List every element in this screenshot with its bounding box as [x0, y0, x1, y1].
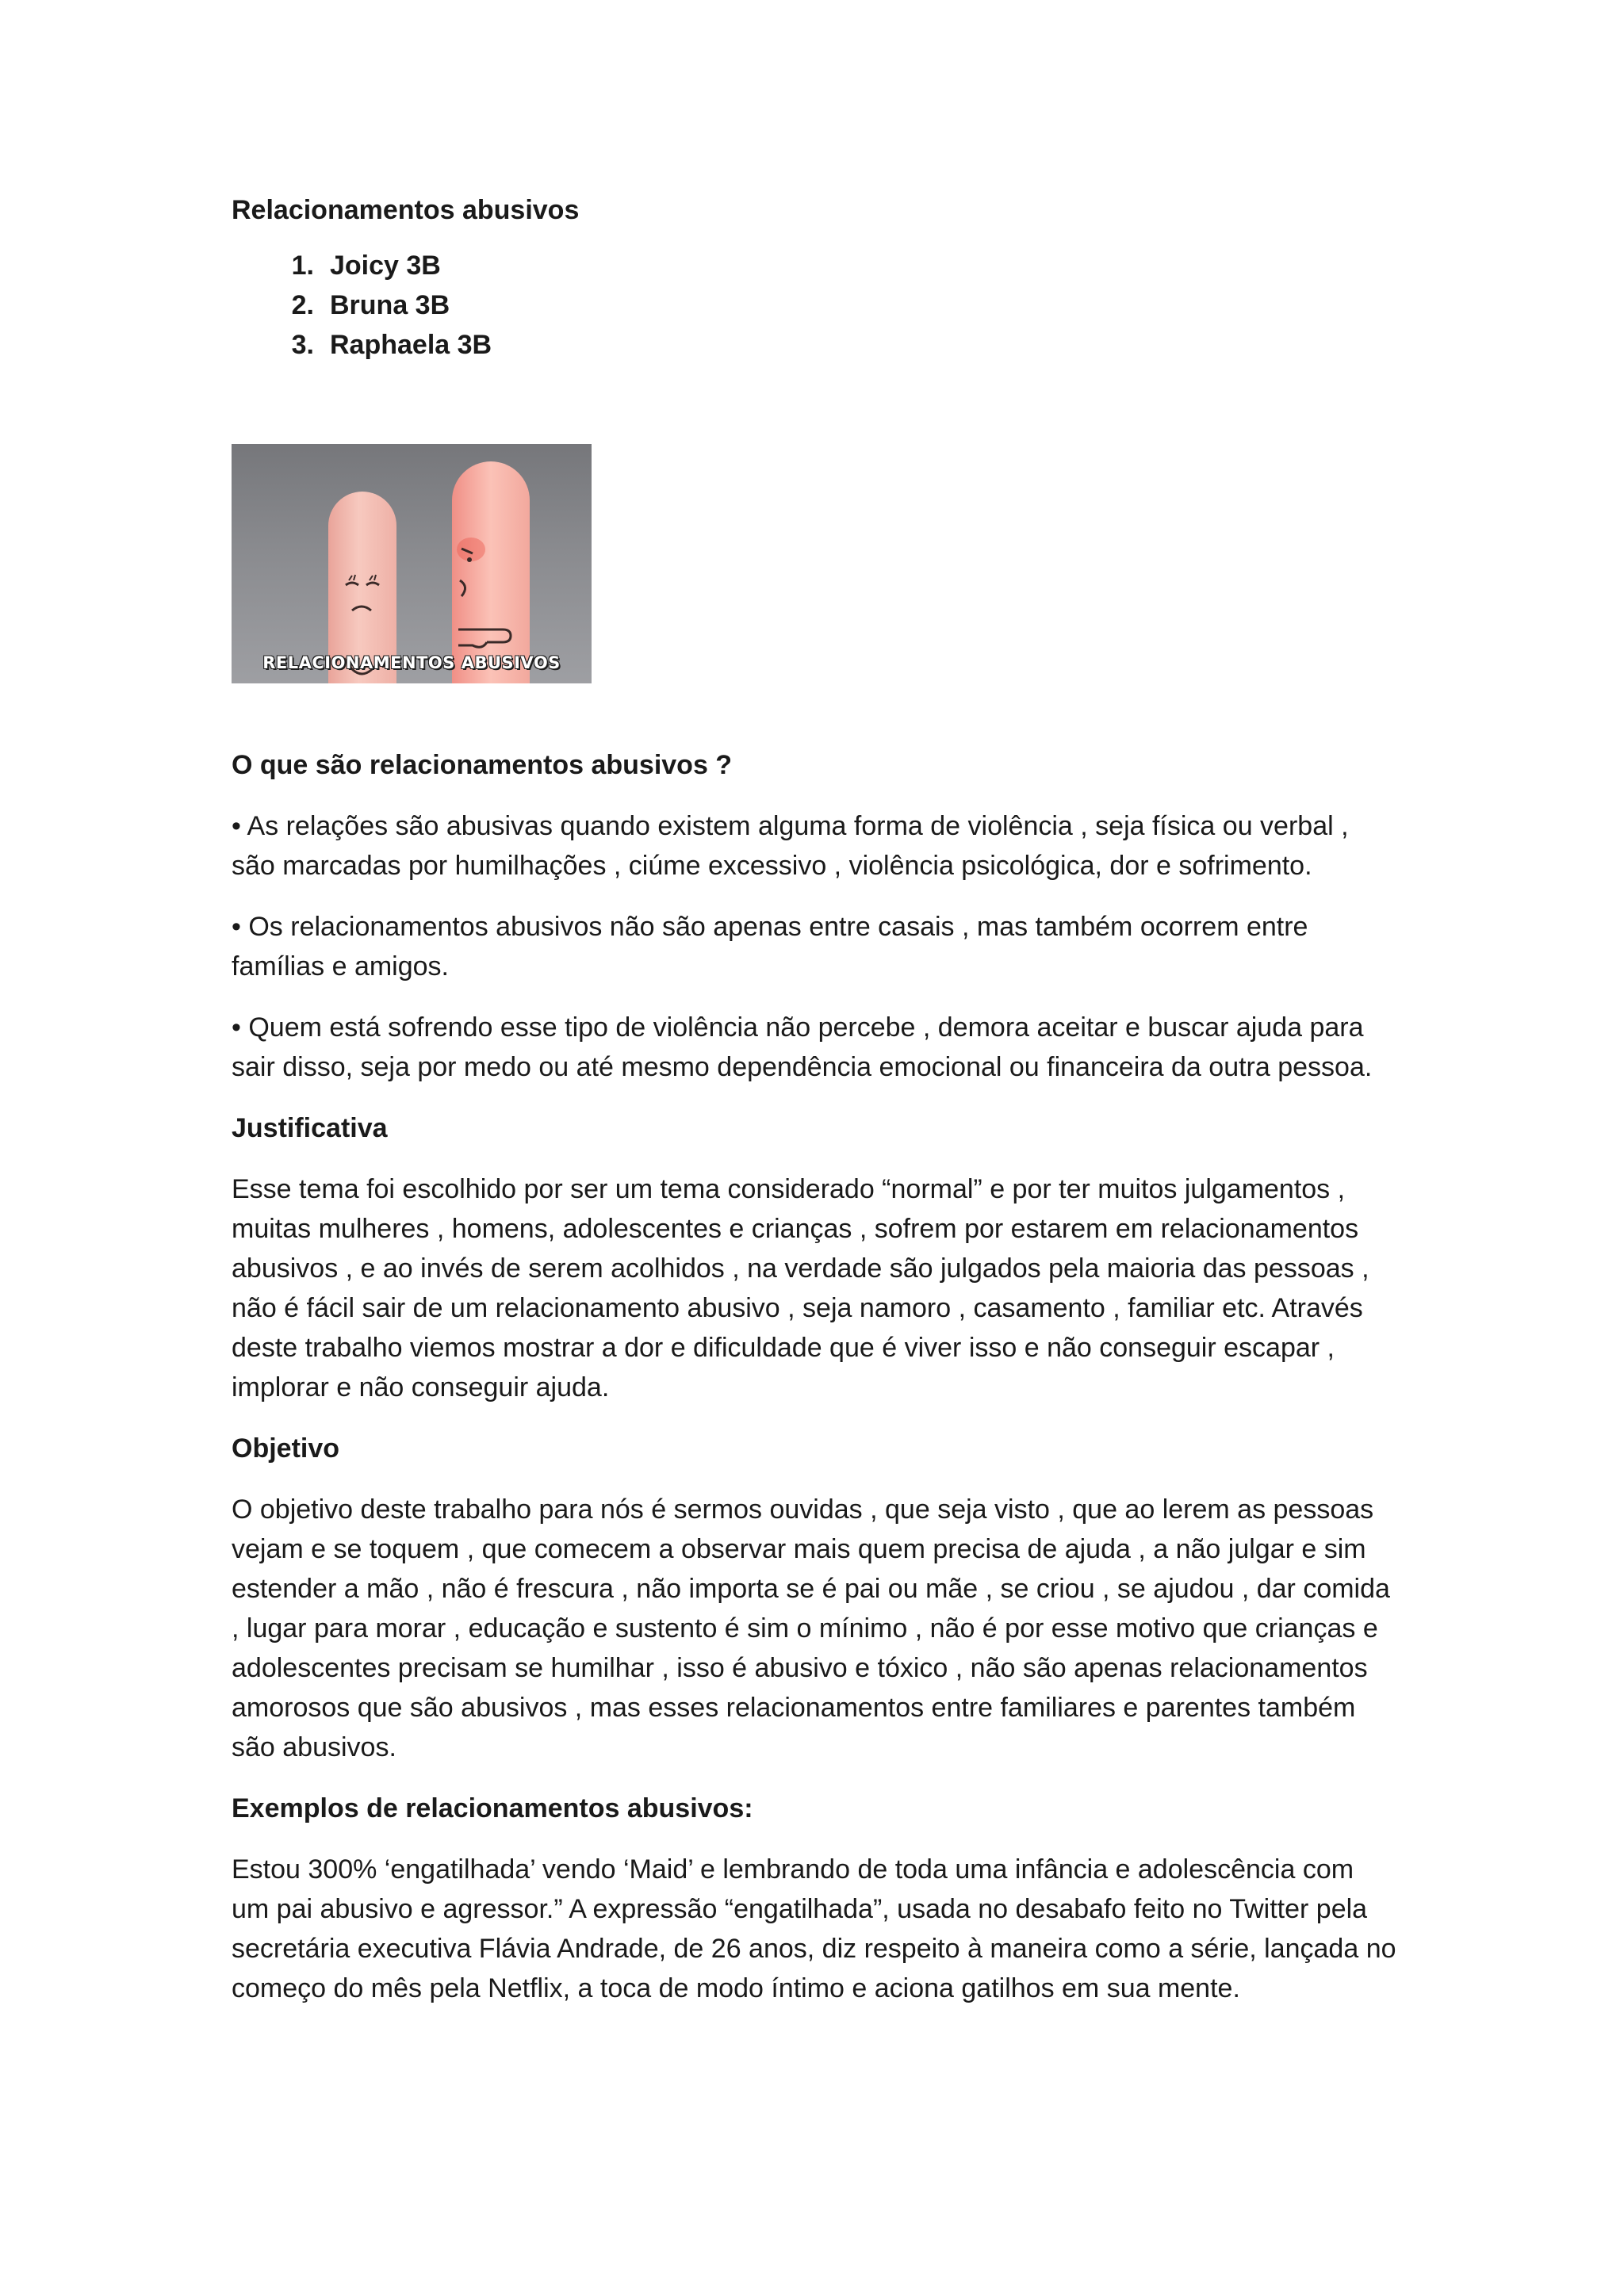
angry-finger: [452, 461, 530, 683]
definition-bullet: • As relações são abusivas quando existem alguma forma de violência , seja física ou verbal , são marcadas por humilhações , ciúme excessivo , violência psicológica, dor e sofrimento.: [232, 811, 1349, 881]
what-section-heading: O que são relacionamentos abusivos ?: [232, 750, 733, 780]
document-title: Relacionamentos abusivos: [232, 195, 580, 225]
author-item: [232, 285, 1397, 325]
justification-heading: Justificativa: [232, 1113, 388, 1143]
examples-paragraph: Estou 300% ‘engatilhada’ vendo ‘Maid’ e lembrando de toda uma infância e adolescência com um pai abusivo e agressor.” A expressão “engatilhada”, usada no desabafo feito no Twitter pela secretária executiva Flávia Andrade, de 26 anos, diz respeito à maneira como a série, lançada no começo do mês pela Netflix, a toca de modo íntimo e aciona gatilhos em sua mente.: [232, 1854, 1396, 2003]
figure-caption: RELACIONAMENTOS ABUSIVOS: [262, 653, 561, 672]
definition-bullet: • Quem está sofrendo esse tipo de violência não percebe , demora aceitar e buscar ajuda para sair disso, seja por medo ou até mesmo dependência emocional ou financeira da outra pessoa.: [232, 1012, 1373, 1082]
angry-face-drawing: [452, 461, 530, 683]
justification-paragraph: Esse tema foi escolhido por ser um tema considerado “normal” e por ter muitos julgamentos , muitas mulheres , homens, adolescentes e crianças , sofrem por estarem em relacionamentos abusivos , e ao invés de serem acolhidos , na verdade são julgados pela maioria das pessoas , não é fácil sair de um relacionamento abusivo , seja namoro , casamento , familiar etc. Através deste trabalho viemos mostrar a dor e dificuldade que é viver isso e não conseguir escapar , implorar e não conseguir ajuda.: [232, 1174, 1369, 1402]
objective-heading: Objetivo: [232, 1433, 340, 1464]
author-number: 2.: [291, 290, 314, 320]
author-number: 3.: [291, 330, 314, 360]
author-name: Joicy 3B: [330, 251, 441, 281]
document-page: [232, 190, 1397, 2008]
author-list: [232, 246, 1397, 365]
author-name: Bruna 3B: [330, 290, 450, 320]
fingers-illustration: [232, 444, 592, 683]
author-number: 1.: [291, 251, 314, 281]
author-item: [232, 246, 1397, 285]
definition-bullet: • Os relacionamentos abusivos não são apenas entre casais , mas também ocorrem entre famílias e amigos.: [232, 912, 1308, 982]
author-name: Raphaela 3B: [330, 330, 492, 360]
examples-heading: Exemplos de relacionamentos abusivos:: [232, 1793, 753, 1823]
objective-paragraph: O objetivo deste trabalho para nós é sermos ouvidas , que seja visto , que ao lerem as pessoas vejam e se toquem , que comecem a observar mais quem precisa de ajuda , a não julgar e sim estender a mão , não é frescura , não importa se é pai ou mãe , se criou , se ajudou , dar comida , lugar para morar , educação e sustento é sim o mínimo , não é por esse motivo que crianças e adolescentes precisam se humilhar , isso é abusivo e tóxico , não são apenas relacionamentos amorosos que são abusivos , mas esses relacionamentos entre familiares e parentes também são abusivos.: [232, 1494, 1390, 1762]
author-item: [232, 325, 1397, 365]
